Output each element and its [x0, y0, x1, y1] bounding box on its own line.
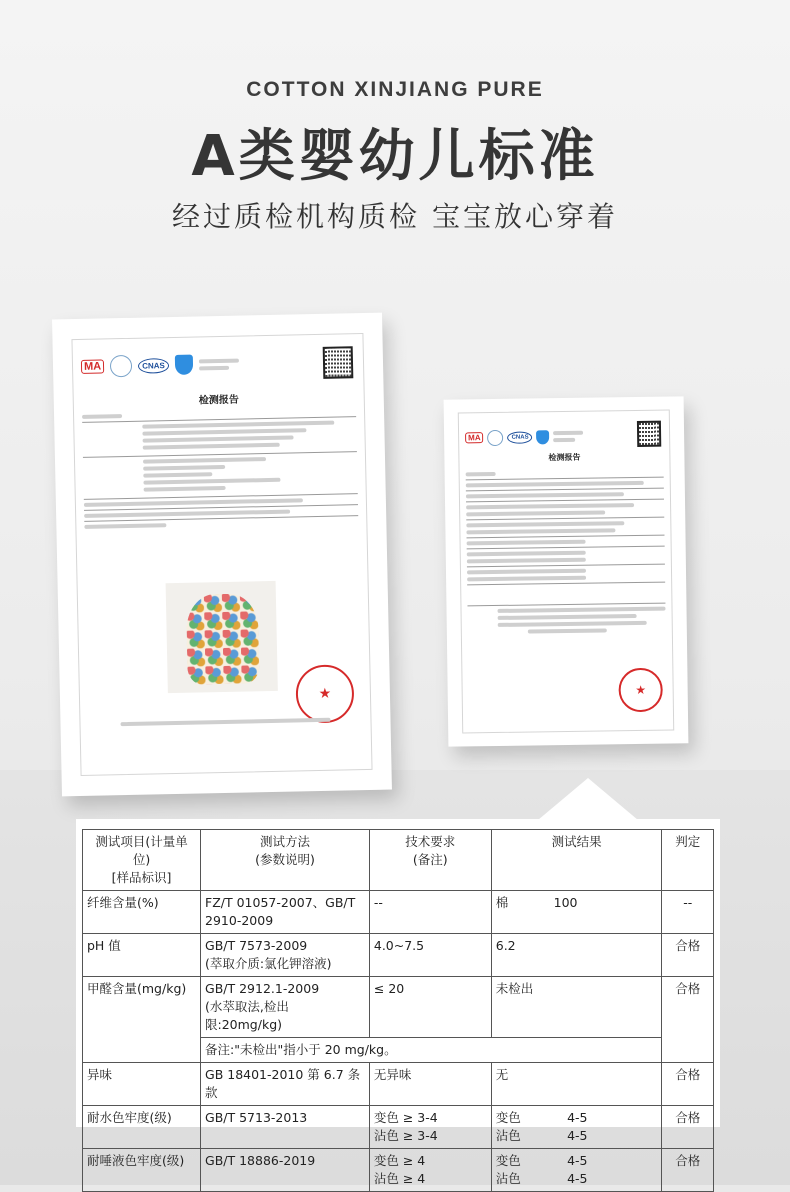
- table-row: 甲醛含量(mg/kg) GB/T 2912.1-2009 (水萃取法,检出限:20mg/kg) ≤ 20 未检出 合格: [83, 977, 714, 1038]
- header-item: 测试项目(计量单位) [样品标识]: [83, 830, 201, 891]
- shield-logo-icon: [536, 430, 549, 444]
- english-tagline: COTTON XINJIANG PURE: [246, 78, 544, 101]
- shield-logo-icon: [175, 355, 193, 375]
- qr-code-icon: [637, 421, 661, 447]
- test-results-table: [82, 829, 714, 1192]
- baby-romper-image: [186, 593, 260, 684]
- certificate-frame-left: [52, 313, 392, 797]
- subheadline: 经过质检机构质检 宝宝放心穿着: [172, 200, 618, 233]
- certificate-document: [71, 333, 372, 776]
- header-requirement: 技术要求 (备注): [369, 830, 491, 891]
- certificate-frame-right: [444, 396, 689, 746]
- qr-code-icon: [323, 346, 354, 379]
- ilac-logo-icon: [110, 355, 132, 377]
- header-result: 测试结果: [491, 830, 662, 891]
- cma-logo-icon: MA: [465, 432, 484, 443]
- certificate-logos-right: [465, 428, 588, 447]
- headline: A类婴幼儿标准: [191, 124, 599, 189]
- header-judgement: 判定: [662, 830, 714, 891]
- callout-pointer: [538, 778, 638, 820]
- table-row: pH 值 GB/T 7573-2009 (萃取介质:氯化钾溶液) 4.0~7.5 6.2 合格: [83, 934, 714, 977]
- official-stamp-icon: ★: [295, 664, 354, 723]
- table-row: 纤维含量(%) FZ/T 01057-2007、GB/T 2910-2009 -- 棉 100 --: [83, 891, 714, 934]
- formaldehyde-note: 备注:"未检出"指小于 20 mg/kg。: [201, 1038, 662, 1063]
- cma-logo-icon: MA: [81, 359, 104, 373]
- header-method: 测试方法 (参数说明): [201, 830, 370, 891]
- table-header-row: [83, 830, 714, 891]
- official-stamp-icon: ★: [618, 668, 663, 713]
- table-row: 耐水色牢度(级) GB/T 5713-2013 变色 ≥ 3-4 沾色 ≥ 3-4 变色 4-5 沾色 4-5 合格: [83, 1106, 714, 1149]
- certificate-logos: [81, 352, 249, 378]
- report-body: [82, 406, 358, 532]
- report-body-right: [466, 467, 666, 638]
- cnas-logo-icon: CNAS: [507, 431, 532, 443]
- cnas-logo-icon: CNAS: [138, 358, 169, 374]
- ilac-logo-icon: [487, 429, 503, 445]
- garment-photo: [166, 581, 278, 693]
- report-title-right: 检测报告: [548, 452, 581, 463]
- table-row: 异味 GB 18401-2010 第 6.7 条款 无异味 无 合格: [83, 1063, 714, 1106]
- table-row: 耐唾液色牢度(级) GB/T 18886-2019 变色 ≥ 4 沾色 ≥ 4 变色 4-5 沾色 4-5 合格: [83, 1149, 714, 1192]
- certificate-document-right: [458, 410, 674, 734]
- report-title: 检测报告: [198, 394, 239, 407]
